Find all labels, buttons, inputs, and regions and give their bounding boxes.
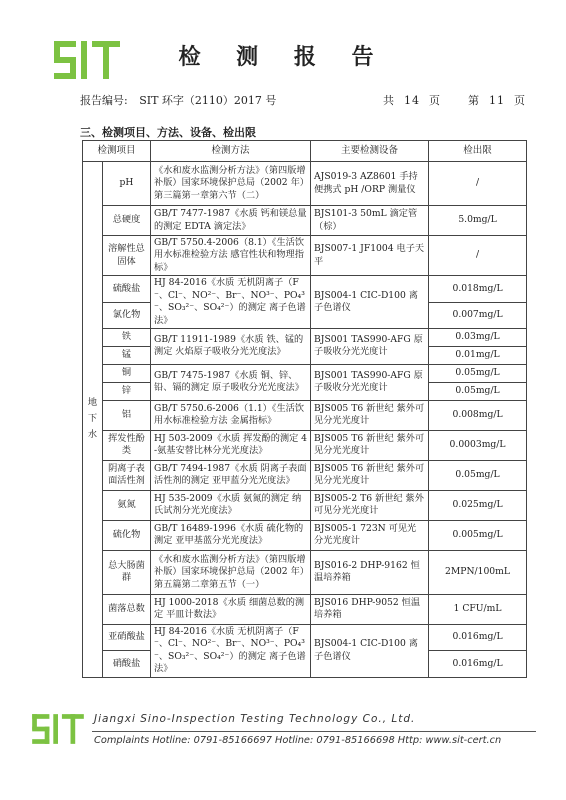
header-limit: 检出限 bbox=[429, 141, 527, 162]
sit-footer-logo bbox=[30, 711, 86, 747]
item-cell: 硫化物 bbox=[103, 520, 151, 550]
item-cell: 铁 bbox=[103, 328, 151, 346]
method-cell: HJ 1000-2018《水质 细菌总数的测定 平皿计数法》 bbox=[151, 594, 311, 624]
table-header-row bbox=[83, 141, 527, 162]
footer-divider bbox=[92, 731, 536, 732]
equipment-cell: BJS004-1 CIC-D100 离子色谱仪 bbox=[311, 624, 429, 677]
limit-cell: 0.0003mg/L bbox=[429, 430, 527, 460]
equipment-cell: BJS016 DHP-9052 恒温培养箱 bbox=[311, 594, 429, 624]
limit-cell: 0.05mg/L bbox=[429, 382, 527, 400]
method-cell: GB/T 7475-1987《水质 铜、锌、铅、镉的测定 原子吸收分光光度法》 bbox=[151, 364, 311, 400]
table-row bbox=[83, 520, 527, 550]
item-cell: 阴离子表面活性剂 bbox=[103, 460, 151, 490]
group-label-char: 下 bbox=[87, 413, 98, 425]
equipment-cell: BJS001 TAS990-AFG 原子吸收分光光度计 bbox=[311, 364, 429, 400]
limit-cell: 0.018mg/L bbox=[429, 276, 527, 302]
table-row bbox=[83, 430, 527, 460]
table-row bbox=[83, 162, 527, 206]
table-row bbox=[83, 460, 527, 490]
equipment-cell: BJS005 T6 新世纪 紫外可见分光光度计 bbox=[311, 460, 429, 490]
header-method: 检测方法 bbox=[151, 141, 311, 162]
table-row bbox=[83, 490, 527, 520]
equipment-cell: BJS007-1 JF1004 电子天平 bbox=[311, 236, 429, 276]
item-cell: 锌 bbox=[103, 382, 151, 400]
equipment-cell: BJS001 TAS990-AFG 原子吸收分光光度计 bbox=[311, 328, 429, 364]
limit-cell: 0.005mg/L bbox=[429, 520, 527, 550]
limit-cell: 0.025mg/L bbox=[429, 490, 527, 520]
method-cell: GB/T 5750.6-2006（1.1）《生活饮用水标准检验方法 金属指标》 bbox=[151, 400, 311, 430]
table-row bbox=[83, 206, 527, 236]
method-cell: 《水和废水监测分析方法》（第四版增补版）国家环境保护总局（2002 年）第三篇第一章第六节（二） bbox=[151, 162, 311, 206]
company-name: Jiangxi Sino-Inspection Testing Technology Co., Ltd. bbox=[94, 713, 416, 725]
method-cell: GB/T 11911-1989《水质 铁、锰的测定 火焰原子吸收分光光度法》 bbox=[151, 328, 311, 364]
equipment-cell: BJS005-1 723N 可见光分光光度计 bbox=[311, 520, 429, 550]
table-row bbox=[83, 594, 527, 624]
table-row bbox=[83, 400, 527, 430]
item-cell: 菌落总数 bbox=[103, 594, 151, 624]
item-cell: 总硬度 bbox=[103, 206, 151, 236]
method-cell: HJ 84-2016《水质 无机阴离子（F⁻、Cl⁻、NO²⁻、Br⁻、NO³⁻、PO₄³⁻、SO₃²⁻、SO₄²⁻）的测定 离子色谱法》 bbox=[151, 624, 311, 677]
table-row bbox=[83, 328, 527, 346]
table-row bbox=[83, 550, 527, 594]
limit-cell: / bbox=[429, 236, 527, 276]
page-info: 共 14 页 第 11 页 bbox=[383, 94, 526, 107]
equipment-cell: BJS101-3 50mL 滴定管（棕） bbox=[311, 206, 429, 236]
equipment-cell: BJS004-1 CIC-D100 离子色谱仪 bbox=[311, 276, 429, 329]
equipment-cell: BJS005 T6 新世纪 紫外可见分光光度计 bbox=[311, 430, 429, 460]
table-row bbox=[83, 364, 527, 382]
report-number bbox=[80, 92, 276, 108]
equipment-cell: AJS019-3 AZ8601 手持便携式 pH /ORP 测量仪 bbox=[311, 162, 429, 206]
group-label-char: 地 bbox=[87, 397, 98, 409]
limit-cell: / bbox=[429, 162, 527, 206]
method-cell: HJ 535-2009《水质 氨氮的测定 纳氏试剂分光光度法》 bbox=[151, 490, 311, 520]
item-cell: 锰 bbox=[103, 346, 151, 364]
report-number-label: 报告编号: bbox=[80, 94, 128, 107]
method-cell: GB/T 7477-1987《水质 钙和镁总量的测定 EDTA 滴定法》 bbox=[151, 206, 311, 236]
limit-cell: 5.0mg/L bbox=[429, 206, 527, 236]
limit-cell: 2MPN/100mL bbox=[429, 550, 527, 594]
group-label bbox=[83, 162, 103, 678]
method-cell: GB/T 16489-1996《水质 硫化物的测定 亚甲基蓝分光光度法》 bbox=[151, 520, 311, 550]
equipment-cell: BJS005-2 T6 新世纪 紫外可见分光光度计 bbox=[311, 490, 429, 520]
item-cell: pH bbox=[103, 162, 151, 206]
limit-cell: 0.008mg/L bbox=[429, 400, 527, 430]
limit-cell: 0.05mg/L bbox=[429, 460, 527, 490]
test-methods-table bbox=[82, 140, 527, 678]
limit-cell: 0.007mg/L bbox=[429, 302, 527, 328]
contact-line: Complaints Hotline: 0791-85166697 Hotline: 0791-85166698 Http: www.sit-cert.cn bbox=[94, 735, 502, 746]
table-row bbox=[83, 276, 527, 302]
method-cell: GB/T 7494-1987《水质 阴离子表面活性剂的测定 亚甲蓝分光光度法》 bbox=[151, 460, 311, 490]
section-title: 三、检测项目、方法、设备、检出限 bbox=[80, 126, 256, 139]
report-title: 检 测 报 告 bbox=[178, 44, 388, 70]
table-row bbox=[83, 624, 527, 650]
item-cell: 硝酸盐 bbox=[103, 651, 151, 677]
method-cell: 《水和废水监测分析方法》（第四版增补版）国家环境保护总局（2002 年）第五篇第二章第五节（一） bbox=[151, 550, 311, 594]
item-cell: 氨氮 bbox=[103, 490, 151, 520]
item-cell: 挥发性酚类 bbox=[103, 430, 151, 460]
limit-cell: 1 CFU/mL bbox=[429, 594, 527, 624]
method-cell: HJ 84-2016《水质 无机阴离子（F⁻、Cl⁻、NO²⁻、Br⁻、NO³⁻、PO₄³⁻、SO₃²⁻、SO₄²⁻）的测定 离子色谱法》 bbox=[151, 276, 311, 329]
method-cell: GB/T 5750.4-2006（8.1）《生活饮用水标准检验方法 感官性状和物理指标》 bbox=[151, 236, 311, 276]
header-equipment: 主要检测设备 bbox=[311, 141, 429, 162]
equipment-cell: BJS016-2 DHP-9162 恒温培养箱 bbox=[311, 550, 429, 594]
limit-cell: 0.05mg/L bbox=[429, 364, 527, 382]
page-footer bbox=[30, 707, 536, 755]
limit-cell: 0.016mg/L bbox=[429, 651, 527, 677]
equipment-cell: BJS005 T6 新世纪 紫外可见分光光度计 bbox=[311, 400, 429, 430]
limit-cell: 0.016mg/L bbox=[429, 624, 527, 650]
item-cell: 亚硝酸盐 bbox=[103, 624, 151, 650]
item-cell: 铜 bbox=[103, 364, 151, 382]
item-cell: 氯化物 bbox=[103, 302, 151, 328]
limit-cell: 0.03mg/L bbox=[429, 328, 527, 346]
item-cell: 溶解性总固体 bbox=[103, 236, 151, 276]
limit-cell: 0.01mg/L bbox=[429, 346, 527, 364]
item-cell: 总大肠菌群 bbox=[103, 550, 151, 594]
item-cell: 铝 bbox=[103, 400, 151, 430]
table-row bbox=[83, 236, 527, 276]
item-cell: 硫酸盐 bbox=[103, 276, 151, 302]
report-number-value: SIT 环字（2110）2017 号 bbox=[139, 94, 277, 107]
header-item: 检测项目 bbox=[83, 141, 151, 162]
method-cell: HJ 503-2009《水质 挥发酚的测定 4-氨基安替比林分光光度法》 bbox=[151, 430, 311, 460]
group-label-char: 水 bbox=[87, 429, 98, 441]
